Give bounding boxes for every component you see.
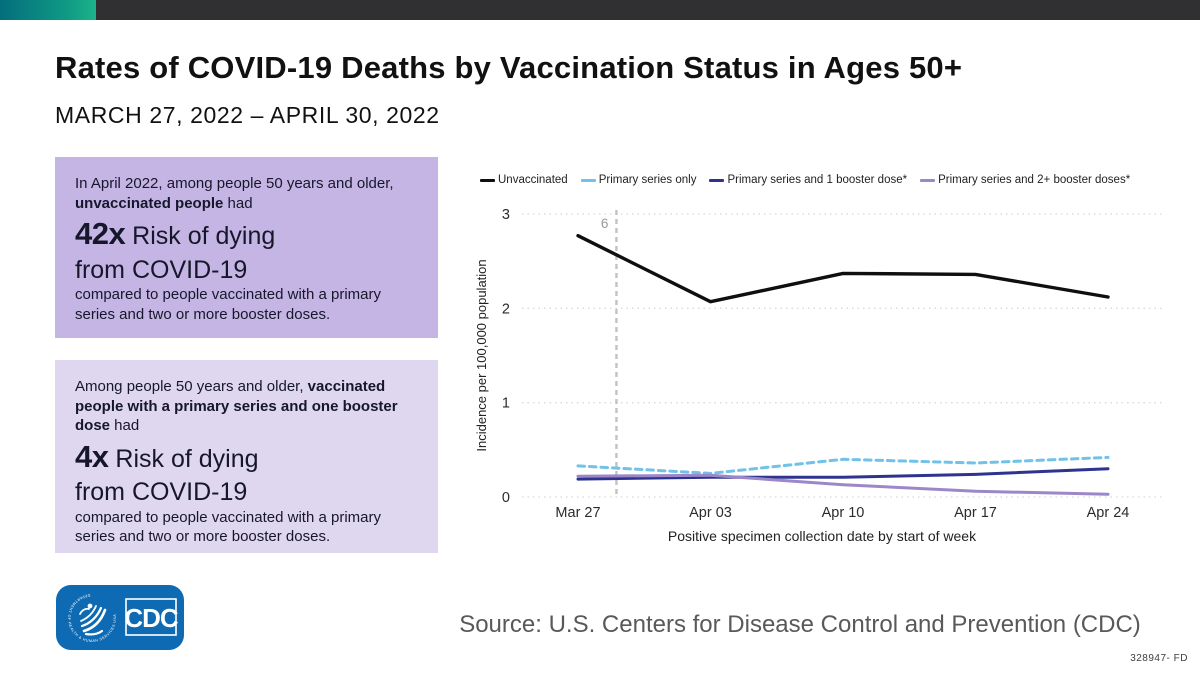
- intro-bold: vaccinated people with a primary series and one booster dose: [75, 378, 398, 434]
- svg-text:Incidence per 100,000 populati: Incidence per 100,000 population: [474, 259, 489, 452]
- legend-item: [709, 174, 907, 186]
- svg-text:Apr 24: Apr 24: [1086, 505, 1130, 521]
- callout-one-booster-risk: [55, 360, 438, 553]
- chart-plot-area: [462, 190, 1170, 548]
- chart-legend: [462, 170, 1170, 190]
- svg-text:2: 2: [501, 301, 510, 318]
- page-title: Rates of COVID-19 Deaths by Vaccination Status in Ages 50+: [55, 50, 963, 85]
- legend-swatch-icon: [480, 179, 495, 182]
- legend-label: Primary series only: [598, 174, 697, 186]
- intro-prefix: In April 2022, among people 50 years and older,: [75, 175, 394, 192]
- risk-statement-line2: from COVID-19: [75, 478, 248, 507]
- callout-unvaccinated-risk: [55, 157, 438, 338]
- svg-text:Apr 17: Apr 17: [954, 505, 997, 521]
- intro-bold: unvaccinated people: [75, 194, 224, 212]
- legend-swatch-icon: [581, 179, 596, 182]
- incidence-line-chart: [462, 170, 1170, 550]
- legend-item: [480, 174, 568, 186]
- top-accent-bar: [0, 0, 1200, 20]
- risk-multiplier: 42x: [75, 216, 126, 251]
- cdc-logo-graphic: [56, 585, 184, 650]
- svg-text:0: 0: [501, 490, 510, 506]
- svg-text:3: 3: [501, 207, 510, 223]
- cdc-hhs-logo: [56, 585, 184, 655]
- risk-statement: [75, 438, 416, 476]
- date-range-subtitle: MARCH 27, 2022 – APRIL 30, 2022: [55, 102, 440, 128]
- callout-comparison: compared to people vaccinated with a primary series and two or more booster doses.: [75, 286, 381, 323]
- intro-suffix: had: [223, 194, 253, 212]
- svg-text:1: 1: [501, 395, 510, 412]
- document-code: 328947- FD: [1130, 653, 1188, 664]
- legend-label: Unvaccinated: [498, 174, 568, 186]
- callout-intro: [75, 174, 416, 213]
- svg-text:Positive specimen collection d: Positive specimen collection date by start of week: [667, 528, 977, 544]
- svg-text:CDC: CDC: [124, 603, 178, 633]
- callout-comparison: compared to people vaccinated with a primary series and two or more booster doses.: [75, 508, 381, 546]
- svg-text:Apr 10: Apr 10: [821, 505, 865, 521]
- intro-suffix: had: [110, 417, 140, 434]
- svg-text:Mar 27: Mar 27: [555, 505, 601, 521]
- legend-label: Primary series and 1 booster dose*: [727, 174, 908, 186]
- legend-swatch-icon: [709, 179, 724, 182]
- risk-text: Risk of dying: [125, 222, 276, 250]
- intro-prefix: Among people 50 years and older,: [75, 378, 308, 395]
- teal-accent-segment: [0, 0, 96, 20]
- callout-intro: [75, 377, 416, 436]
- legend-item: [920, 174, 1130, 186]
- legend-label: Primary series and 2+ booster doses*: [938, 174, 1131, 186]
- source-attribution: Source: U.S. Centers for Disease Control and Prevention (CDC): [459, 611, 1141, 638]
- svg-text:DEPARTMENT OF HEALTH & HUMAN S: DEPARTMENT OF HEALTH & HUMAN SERVICES USA: [66, 593, 118, 644]
- risk-multiplier: 4x: [75, 438, 109, 474]
- legend-swatch-icon: [920, 179, 935, 182]
- svg-text:6: 6: [600, 216, 609, 231]
- svg-text:Apr 03: Apr 03: [689, 505, 732, 521]
- risk-statement-line2: from COVID-19: [75, 255, 248, 284]
- risk-statement: [75, 215, 416, 253]
- legend-item: [581, 174, 697, 186]
- risk-text: Risk of dying: [108, 444, 259, 473]
